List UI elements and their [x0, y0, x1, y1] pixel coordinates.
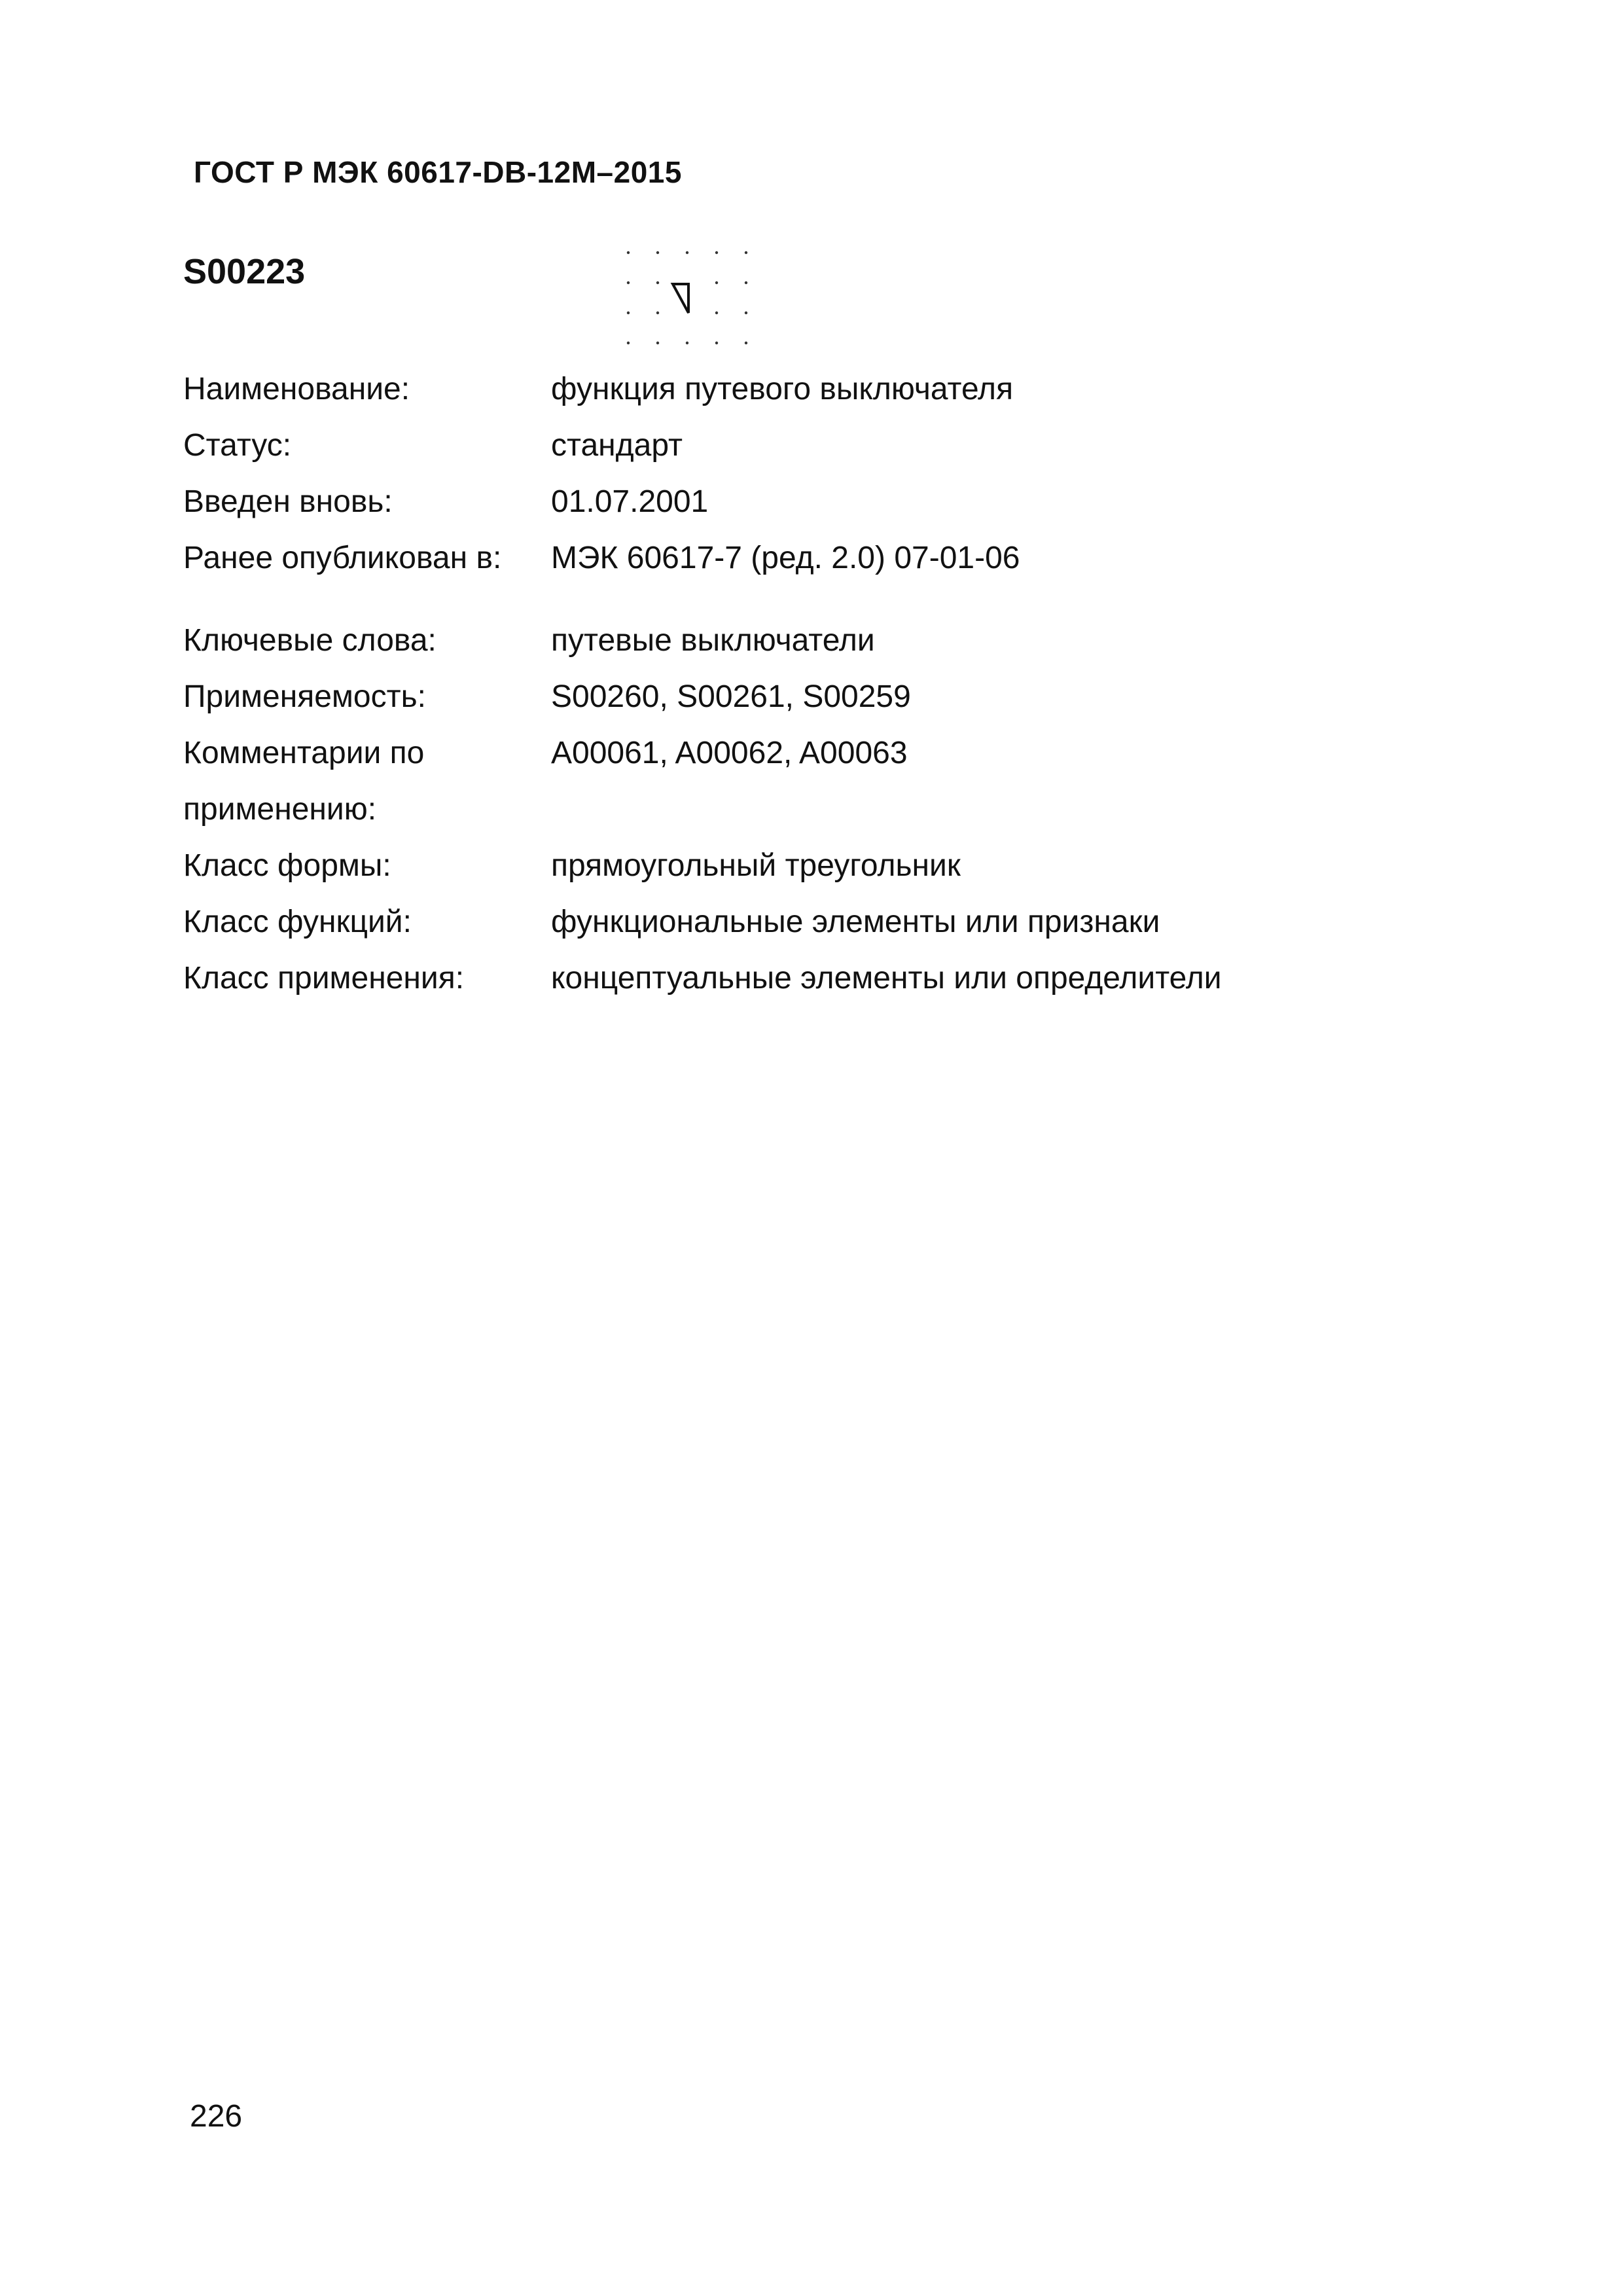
property-value: МЭК 60617-7 (ред. 2.0) 07-01-06 — [551, 541, 1020, 575]
property-label: Класс применения: — [183, 961, 465, 996]
property-value — [551, 781, 1466, 838]
property-label: Статус: — [183, 428, 292, 463]
document-header: ГОСТ Р МЭК 60617-DB-12M–2015 — [194, 155, 682, 189]
property-value: путевые выключатели — [551, 623, 875, 658]
property-label: применению: — [183, 792, 377, 827]
property-value: стандарт — [551, 428, 683, 463]
property-row-applicability — [183, 669, 1466, 725]
property-label: Класс формы: — [183, 848, 391, 883]
property-label: Наименование: — [183, 372, 410, 406]
property-value: S00260, S00261, S00259 — [551, 679, 911, 714]
section-gap — [183, 586, 1466, 613]
property-row-name — [183, 361, 1466, 418]
property-label: Введен вновь: — [183, 484, 393, 519]
property-value: прямоугольный треугольник — [551, 848, 961, 883]
property-row-function-class — [183, 894, 1466, 950]
property-label: Ключевые слова: — [183, 623, 437, 658]
property-row-introduced — [183, 474, 1466, 530]
right-triangle-shape — [673, 284, 688, 313]
property-label: Комментарии по — [183, 736, 425, 770]
page-number: 226 — [190, 2099, 243, 2134]
property-value: 01.07.2001 — [551, 484, 709, 519]
right-triangle-switch-function-icon — [615, 242, 759, 353]
property-row-keywords — [183, 613, 1466, 669]
property-label: Ранее опубликован в: — [183, 541, 502, 575]
property-value: функция путевого выключателя — [551, 372, 1014, 406]
symbol-code: S00223 — [183, 252, 306, 291]
symbol-properties-table — [183, 361, 1466, 1007]
property-label: Применяемость: — [183, 679, 426, 714]
property-value: концептуальные элементы или определители — [551, 961, 1222, 996]
property-row-previously-published — [183, 530, 1466, 586]
property-value: функциональные элементы или признаки — [551, 905, 1160, 939]
property-row-shape-class — [183, 838, 1466, 894]
property-row-application-class — [183, 950, 1466, 1007]
property-row-application-notes-cont — [183, 781, 1466, 838]
property-row-status — [183, 418, 1466, 474]
property-value: A00061, A00062, A00063 — [551, 736, 908, 770]
property-label: Класс функций: — [183, 905, 412, 939]
property-row-application-notes — [183, 725, 1466, 781]
